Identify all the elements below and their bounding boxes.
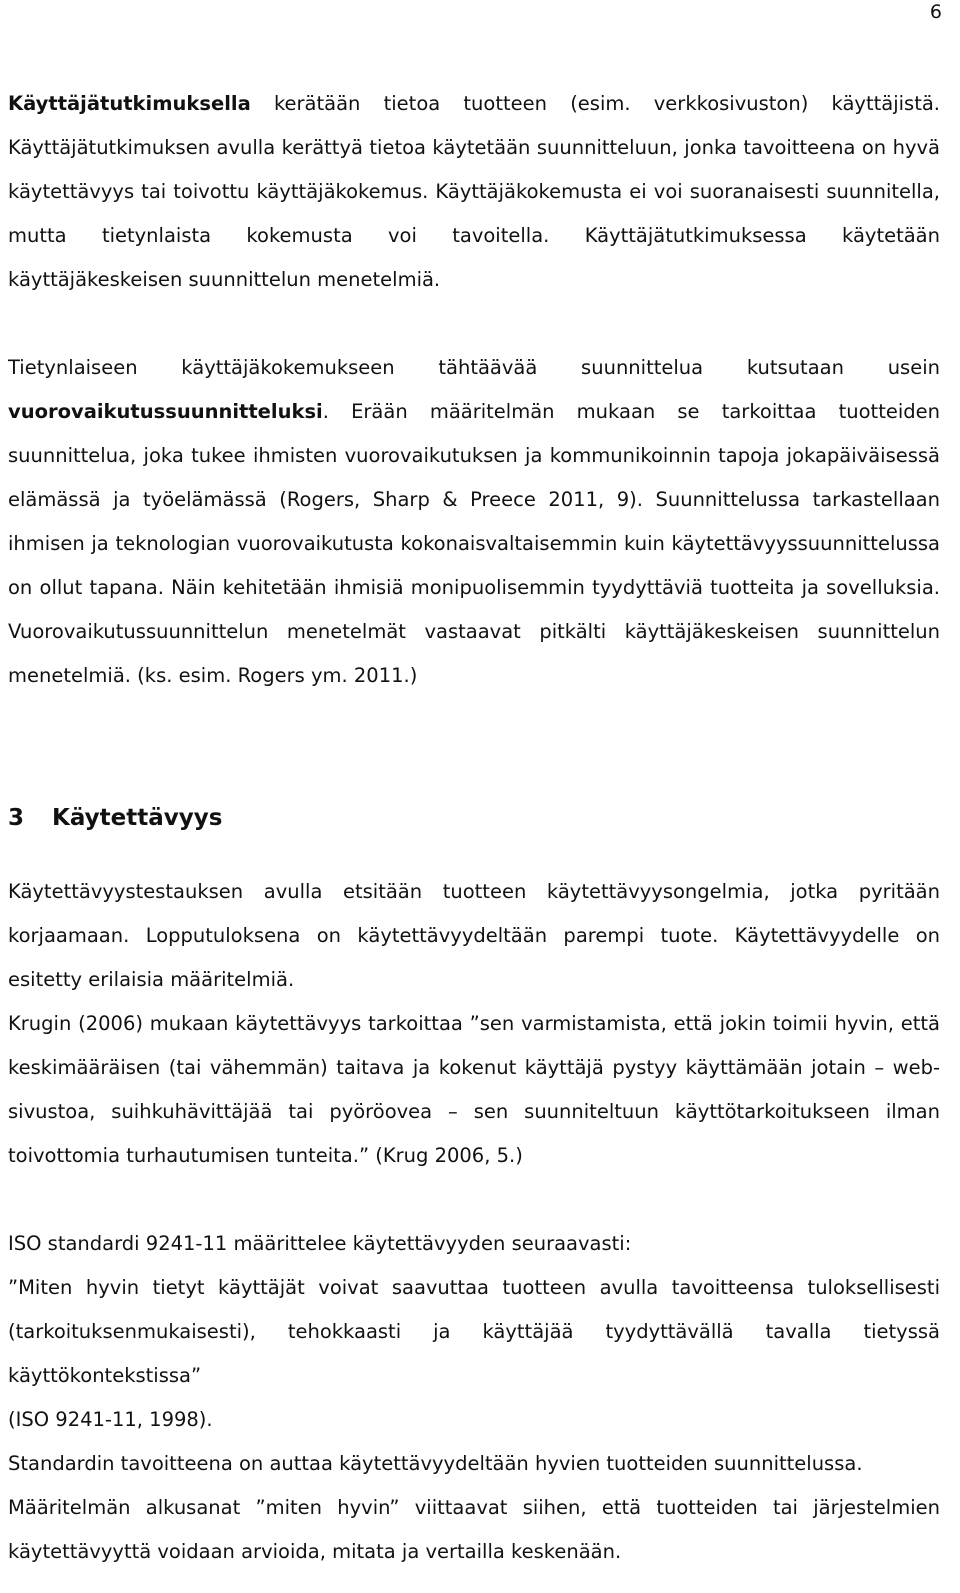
paragraph-iso-intro: ISO standardi 9241-11 määrittelee käytettävyyden seuraavasti: [8, 1232, 632, 1255]
paragraph-interaction-design [8, 346, 940, 698]
bold-term-interaction-design: vuorovaikutussuunnitteluksi [8, 400, 323, 423]
paragraph-usability-testing: Käytettävyystestauksen avulla etsitään tuotteen käytettävyysongelmia, jotka pyritään korjaamaan. Lopputuloksena on käytettävyydeltään parempi tuote. Käytettävyydelle on esitetty erilaisia määritelmiä. [8, 880, 940, 991]
paragraph-definition-words: Määritelmän alkusanat ”miten hyvin” viittaavat siihen, että tuotteiden tai järjestelmien käytettävyyttä voidaan arvioida, mitata ja vertailla keskenään. [8, 1496, 940, 1563]
section-heading [8, 798, 222, 838]
paragraph-text: Tietynlaiseen käyttäjäkokemukseen tähtäävää suunnittelua kutsutaan usein [8, 356, 940, 379]
paragraph-iso-citation: (ISO 9241-11, 1998). [8, 1408, 213, 1431]
paragraph-iso-quote: ”Miten hyvin tietyt käyttäjät voivat saavuttaa tuotteen avulla tavoitteensa tuloksellisesti (tarkoituksenmukaisesti), tehokkaasti ja käyttäjää tyydyttävällä tavalla tietyssä käyttökontekstissa” [8, 1276, 940, 1387]
bold-term-user-research: Käyttäjätutkimuksella [8, 92, 251, 115]
paragraph-user-research [8, 82, 940, 302]
paragraph-text: kerätään tietoa tuotteen (esim. verkkosivuston) käyttäjistä. Käyttäjätutkimuksen avulla kerättyä tietoa käytetään suunnitteluun, jonka tavoitteena on hyvä käytettävyys tai toivottu käyttäjäkokemus. Käyttäjäkokemusta ei voi suoranaisesti suunnitella, mutta tietynlaista kokemusta voi tavoitella. Käyttäjätutkimuksessa käytetään käyttäjäkeskeisen suunnittelun menetelmiä. [8, 92, 940, 291]
section-number: 3 [8, 805, 25, 831]
paragraph-krug-definition: Krugin (2006) mukaan käytettävyys tarkoittaa ”sen varmistamista, että jokin toimii hyvin, että keskimääräisen (tai vähemmän) taitava ja kokenut käyttäjä pystyy käyttämään jotain – web-sivustoa, suihkuhävittäjää tai pyöröovea – sen suunniteltuun käyttötarkoitukseen ilman toivottomia turhautumisen tunteita.” (Krug 2006, 5.) [8, 1012, 940, 1167]
page-number: 6 [929, 1, 942, 23]
paragraph-standard-goal: Standardin tavoitteena on auttaa käytettävyydeltään hyvien tuotteiden suunnittelussa. [8, 1452, 863, 1475]
paragraph-text: . Erään määritelmän mukaan se tarkoittaa tuotteiden suunnittelua, joka tukee ihmisten vuorovaikutuksen ja kommunikoinnin tapoja jokapäiväisessä elämässä ja työelämässä (Rogers, Sharp & Preece 2011, 9). Suunnittelussa tarkastellaan ihmisen ja teknologian vuorovaikutusta kokonaisvaltaisemmin kuin käytettävyyssuunnittelussa on ollut tapana. Näin kehitetään ihmisiä monipuolisemmin tyydyttäviä tuotteita ja sovelluksia. Vuorovaikutussuunnittelun menetelmät vastaavat pitkälti käyttäjäkeskeisen suunnittelun menetelmiä. (ks. esim. Rogers ym. 2011.) [8, 400, 940, 687]
section-title: Käytettävyys [52, 805, 223, 831]
